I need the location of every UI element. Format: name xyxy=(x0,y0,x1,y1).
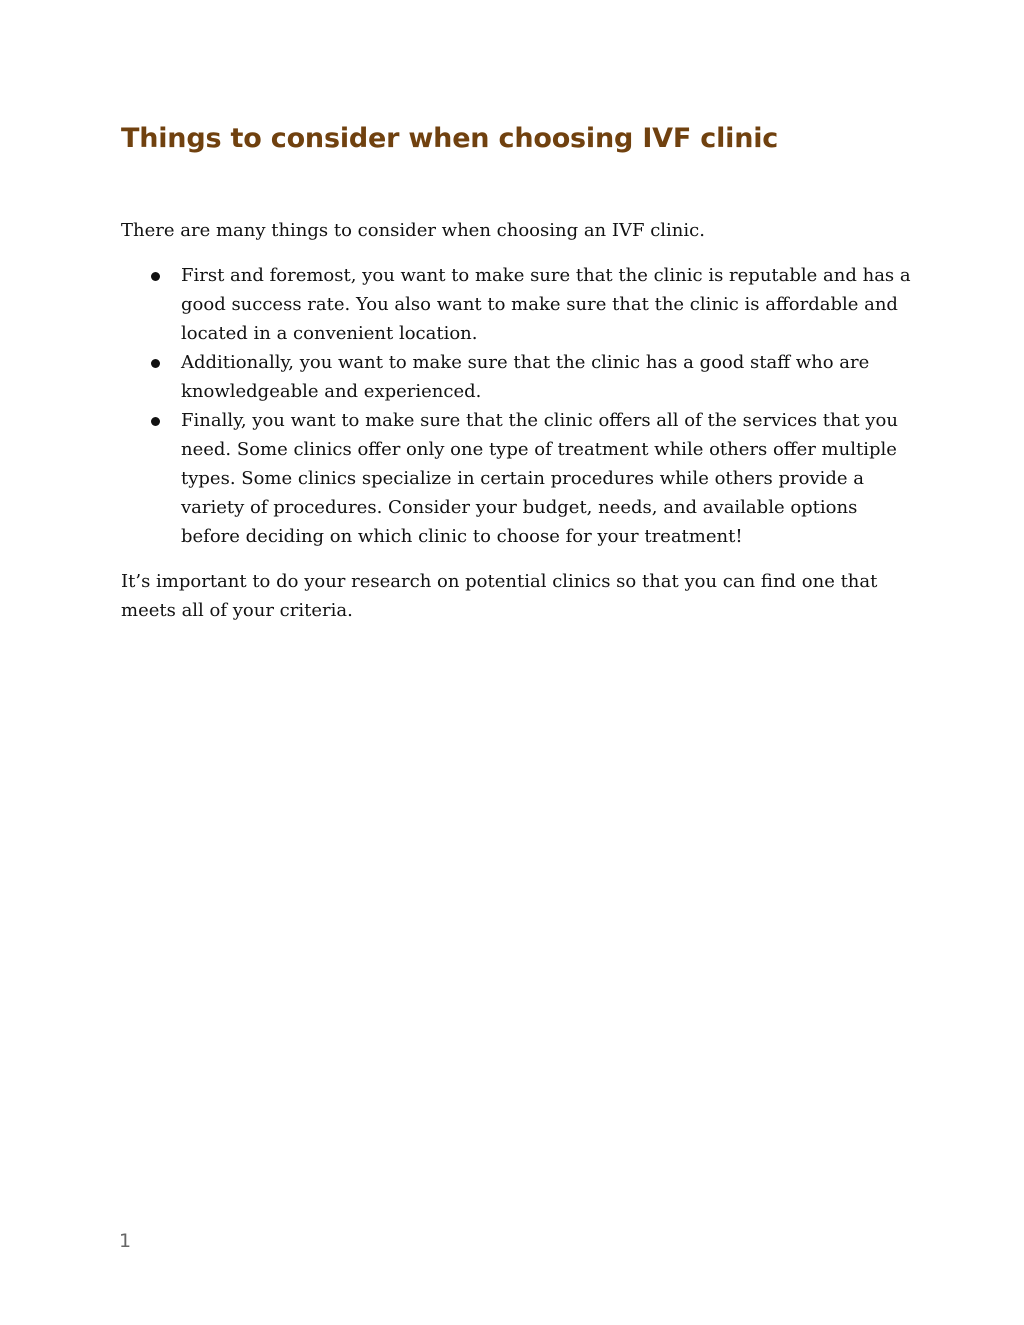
document-title: Things to consider when choosing IVF clinic xyxy=(121,123,779,154)
bullet-item xyxy=(121,406,911,551)
bullet-text: Additionally, you want to make sure that the clinic has a good staff who are knowledgeable and experienced. xyxy=(181,352,870,402)
intro-paragraph: There are many things to consider when choosing an IVF clinic. xyxy=(121,220,705,241)
outro-paragraph: It’s important to do your research on potential clinics so that you can find one that meets all of your criteria. xyxy=(121,571,878,621)
bullet-dot-icon xyxy=(151,417,160,426)
bullet-dot-icon xyxy=(151,359,160,368)
bullet-list xyxy=(121,261,911,551)
bullet-text: Finally, you want to make sure that the clinic offers all of the services that you need. Some clinics offer only one type of treatment while others offer multiple types. Some clinics specialize in certain procedures while others provide a variety of procedures. Consider your budget, needs, and available options before deciding on which clinic to choose for your treatment! xyxy=(181,410,898,547)
bullet-item xyxy=(121,348,911,406)
bullet-dot-icon xyxy=(151,272,160,281)
bullet-item xyxy=(121,261,911,348)
page-number: 1 xyxy=(119,1230,132,1252)
bullet-text: First and foremost, you want to make sure that the clinic is reputable and has a good success rate. You also want to make sure that the clinic is affordable and located in a convenient location. xyxy=(181,265,911,344)
document-content xyxy=(121,120,911,625)
